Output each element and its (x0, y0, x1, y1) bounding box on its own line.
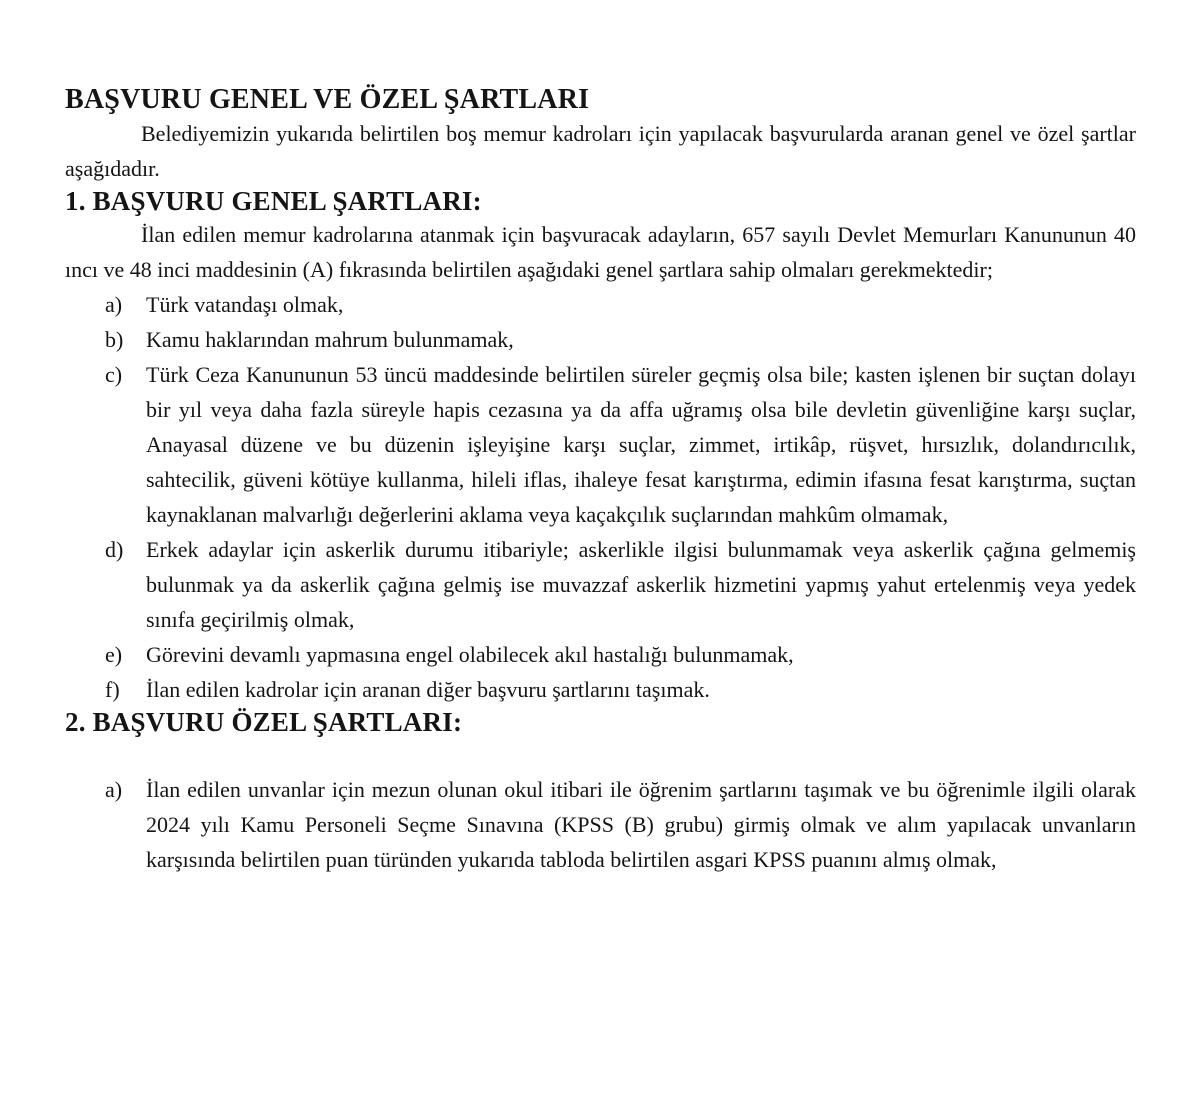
intro-paragraph: Belediyemizin yukarıda belirtilen boş memur kadroları için yapılacak başvurularda aranan genel ve özel şartlar aşağıdadır. (65, 121, 1136, 182)
section-1-lead-paragraph: İlan edilen memur kadrolarına atanmak için başvuracak adayların, 657 sayılı Devlet Memurları Kanununun 40 ıncı ve 48 inci maddesinin (A) fıkrasında belirtilen aşağıdaki genel şartlara sahip olmaları gerekmektedir; (65, 222, 1136, 283)
list-item-text: İlan edilen kadrolar için aranan diğer başvuru şartlarını taşımak. (146, 677, 710, 703)
list-item-label: d) (105, 537, 124, 563)
section-1-list (105, 287, 1136, 707)
list-item-text: Türk Ceza Kanununun 53 üncü maddesinde belirtilen süreler geçmiş olsa bile; kasten işlenen bir suçtan dolayı bir yıl veya daha fazla süreyle hapis cezasına ya da affa uğramış olsa bile devletin güvenliğine karşı suçlar, Anayasal düzene ve bu düzenin işleyişine karşı suçlar, zimmet, irtikâp, rüşvet, hırsızlık, dolandırıcılık, sahtecilik, güveni kötüye kullanma, hileli iflas, ihaleye fesat karıştırma, edimin ifasına fesat karıştırma, suçtan kaynaklanan malvarlığı değerlerini aklama veya kaçakçılık suçlarından mahkûm olmamak, (146, 362, 1136, 528)
list-item-label: c) (105, 362, 123, 388)
page-title: BAŞVURU GENEL VE ÖZEL ŞARTLARI (65, 84, 590, 115)
list-item-d (105, 532, 1136, 637)
list-item-text: Kamu haklarından mahrum bulunmamak, (146, 327, 514, 353)
list-item-text: Erkek adaylar için askerlik durumu itibariyle; askerlikle ilgisi bulunmamak veya askerlik çağına gelmemiş bulunmak ya da askerlik çağına gelmiş ise muvazzaf askerlik hizmetini yapmış yahut ertelenmiş veya yedek sınıfa geçirilmiş olmak, (146, 537, 1136, 633)
list-item-f (105, 672, 1136, 707)
section-1-heading: 1. BAŞVURU GENEL ŞARTLARI: (65, 186, 482, 217)
list-item-b (105, 322, 1136, 357)
list-item-text: İlan edilen unvanlar için mezun olunan okul itibari ile öğrenim şartlarını taşımak ve bu öğrenimle ilgili olarak 2024 yılı Kamu Personeli Seçme Sınavına (KPSS (B) grubu) girmiş olmak ve alım yapılacak unvanların karşısında belirtilen puan türünden yukarıda tabloda belirtilen asgari KPSS puanını almış olmak, (146, 777, 1136, 873)
section-2-list (105, 772, 1136, 877)
list-item-text: Türk vatandaşı olmak, (146, 292, 344, 318)
list-item-label: a) (105, 292, 123, 318)
list-item-label: e) (105, 642, 123, 668)
list-item-label: a) (105, 777, 123, 803)
list-item-a (105, 287, 1136, 322)
section-2-heading: 2. BAŞVURU ÖZEL ŞARTLARI: (65, 707, 463, 738)
list-item-e (105, 637, 1136, 672)
list-item-label: f) (105, 677, 120, 703)
list-item-a2 (105, 772, 1136, 877)
list-item-text: Görevini devamlı yapmasına engel olabilecek akıl hastalığı bulunmamak, (146, 642, 794, 668)
list-item-c (105, 357, 1136, 532)
list-item-label: b) (105, 327, 124, 353)
